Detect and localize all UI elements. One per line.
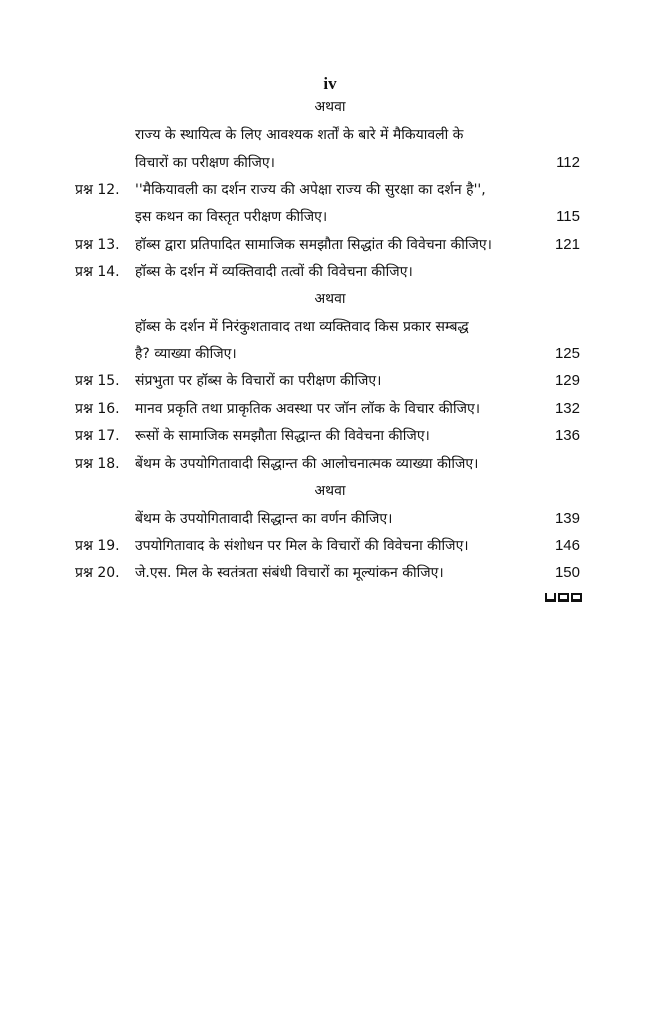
or-divider bbox=[0, 96, 660, 118]
entry-label: प्रश्न 12. bbox=[75, 182, 120, 198]
toc-entry bbox=[0, 535, 660, 557]
toc-entry bbox=[0, 370, 660, 392]
end-marks bbox=[0, 588, 660, 610]
entry-page: 150 bbox=[554, 564, 580, 581]
entry-text: हॉब्स के दर्शन में निरंकुशतावाद तथा व्यक्तिवाद किस प्रकार सम्बद्ध bbox=[135, 319, 469, 335]
entry-text: इस कथन का विस्तृत परीक्षण कीजिए। bbox=[135, 209, 328, 225]
entry-page: 115 bbox=[556, 208, 580, 225]
entry-page: 112 bbox=[556, 154, 580, 171]
entry-text: विचारों का परीक्षण कीजिए। bbox=[135, 155, 275, 171]
toc-entry bbox=[0, 234, 660, 256]
or-divider bbox=[0, 480, 660, 502]
entry-label: प्रश्न 14. bbox=[75, 264, 120, 280]
entry-text: उपयोगितावाद के संशोधन पर मिल के विचारों की विवेचना कीजिए। bbox=[135, 538, 469, 554]
toc-entry bbox=[0, 152, 660, 174]
entry-page: 139 bbox=[554, 510, 580, 527]
entry-text: हॉब्स द्वारा प्रतिपादित सामाजिक समझौता सिद्धांत की विवेचना कीजिए। bbox=[135, 237, 492, 253]
entry-page: 121 bbox=[554, 236, 580, 253]
page-number: iv bbox=[323, 74, 337, 93]
toc-entry bbox=[0, 124, 660, 146]
entry-label: प्रश्न 19. bbox=[75, 538, 120, 554]
toc-entry bbox=[0, 508, 660, 530]
or-label: अथवा bbox=[314, 291, 346, 307]
entry-label: प्रश्न 15. bbox=[75, 373, 120, 389]
entry-label: प्रश्न 20. bbox=[75, 565, 120, 581]
toc-entry bbox=[0, 398, 660, 420]
entry-page: 146 bbox=[554, 537, 580, 554]
entry-text: संप्रभुता पर हॉब्स के विचारों का परीक्षण कीजिए। bbox=[135, 373, 382, 389]
or-label: अथवा bbox=[314, 99, 346, 115]
entry-text: बेंथम के उपयोगितावादी सिद्धान्त का वर्णन कीजिए। bbox=[135, 511, 393, 527]
entry-label: प्रश्न 17. bbox=[75, 428, 120, 444]
toc-entry bbox=[0, 562, 660, 584]
toc-entry bbox=[0, 316, 660, 338]
entry-label: प्रश्न 16. bbox=[75, 401, 120, 417]
entry-text: मानव प्रकृति तथा प्राकृतिक अवस्था पर जॉन लॉक के विचार कीजिए। bbox=[135, 401, 481, 417]
entry-label: प्रश्न 13. bbox=[75, 237, 120, 253]
toc-entry bbox=[0, 343, 660, 365]
or-label: अथवा bbox=[314, 483, 346, 499]
toc-entry bbox=[0, 453, 660, 475]
end-mark-icon bbox=[571, 593, 582, 602]
entry-text: बेंथम के उपयोगितावादी सिद्धान्त की आलोचनात्मक व्याख्या कीजिए। bbox=[135, 456, 479, 472]
entry-page: 125 bbox=[554, 345, 580, 362]
end-mark-icon bbox=[558, 593, 569, 602]
end-mark-icon bbox=[545, 593, 556, 602]
entry-text: जे.एस. मिल के स्वतंत्रता संबंधी विचारों का मूल्यांकन कीजिए। bbox=[135, 565, 444, 581]
toc-entry bbox=[0, 425, 660, 447]
entry-page: 136 bbox=[554, 427, 580, 444]
entry-text: है? व्याख्या कीजिए। bbox=[135, 346, 237, 362]
entry-label: प्रश्न 18. bbox=[75, 456, 120, 472]
entry-page: 132 bbox=[554, 400, 580, 417]
toc-entry bbox=[0, 206, 660, 228]
or-divider bbox=[0, 288, 660, 310]
toc-entry bbox=[0, 179, 660, 201]
entry-text: रूसों के सामाजिक समझौता सिद्धान्त की विवेचना कीजिए। bbox=[135, 428, 430, 444]
entry-text: राज्य के स्थायित्व के लिए आवश्यक शर्तों के बारे में मैकियावली के bbox=[135, 127, 464, 143]
entry-text: हॉब्स के दर्शन में व्यक्तिवादी तत्वों की विवेचना कीजिए। bbox=[135, 264, 413, 280]
page-number-row bbox=[0, 73, 660, 95]
entry-page: 129 bbox=[554, 372, 580, 389]
toc-entry bbox=[0, 261, 660, 283]
entry-text: ''मैकियावली का दर्शन राज्य की अपेक्षा राज्य की सुरक्षा का दर्शन है'', bbox=[135, 182, 486, 198]
